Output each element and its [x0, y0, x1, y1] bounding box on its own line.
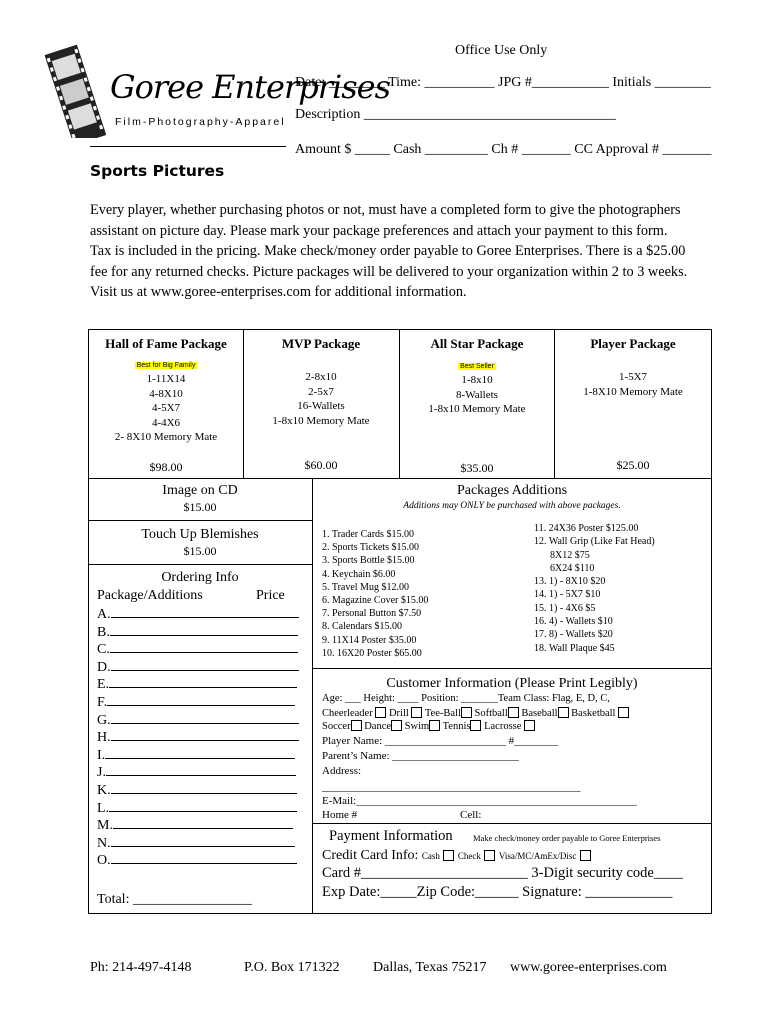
ordering-row[interactable]: I.: [97, 747, 302, 765]
package-mvp-title: MVP Package: [281, 336, 361, 351]
office-line-date: Date: ________ Time: __________ JPG #___________ Initials ________: [295, 75, 711, 90]
ordering-row[interactable]: M.: [97, 817, 302, 835]
checkbox[interactable]: [470, 720, 481, 731]
ordering-rows: [97, 606, 302, 870]
office-use-title: Office Use Only: [455, 43, 548, 58]
logo-divider: [90, 146, 286, 147]
touch-up-price: $15.00: [183, 544, 217, 558]
checkbox[interactable]: [375, 707, 386, 718]
exp-date-field[interactable]: Exp Date:_____Zip Code:______ Signature: ____________: [322, 884, 673, 900]
ordering-row[interactable]: D.: [97, 659, 302, 677]
ordering-row[interactable]: C.: [97, 641, 302, 659]
ordering-col-price: Price: [256, 588, 285, 603]
image-cd-label: Image on CD: [162, 483, 238, 498]
footer-website[interactable]: www.goree-enterprises.com: [510, 960, 667, 975]
footer-city: Dallas, Texas 75217: [373, 960, 487, 975]
player-name-field[interactable]: Player Name: ______________________ #________: [322, 735, 559, 747]
office-line-amount: Amount $ _____ Cash _________ Ch # _______ CC Approval # _______: [295, 142, 712, 157]
payment-title: Payment Information: [329, 828, 453, 844]
intro-paragraph: Every player, whether purchasing photos or not, must have a completed form to give the photographers assistant on picture day. Please mark your package preferences and attach your payment to this form. Tax is included in the pricing. Make check/money order payable to Goree Enterprises. There is a $25.00 fee for any returned checks. Picture packages will be delivered to your organization within 2 to 3 weeks. Visit us at www.goree-enterprises.com for additional information.: [90, 202, 688, 301]
address-field[interactable]: _______________________________________________: [322, 781, 581, 793]
package-badge: Best for Big Family: [136, 362, 196, 369]
ordering-row[interactable]: H.: [97, 729, 302, 747]
ordering-row[interactable]: E.: [97, 676, 302, 694]
credit-card-options: Credit Card Info: Cash Check Visa/MC/AmEx/Disc: [322, 848, 591, 864]
divider: [312, 668, 712, 669]
ordering-row[interactable]: L.: [97, 800, 302, 818]
ordering-row[interactable]: A.: [97, 606, 302, 624]
card-number-field[interactable]: Card #_______________________ 3-Digit security code____: [322, 865, 683, 881]
package-all-star-title: All Star Package: [430, 336, 524, 351]
package-items: 1-5X7 1-8X10 Memory Mate: [583, 371, 683, 398]
checkbox[interactable]: [558, 707, 569, 718]
office-line-description: Description ____________________________________: [295, 107, 616, 122]
company-logo: [40, 38, 391, 138]
payment-note: Make check/money order payable to Goree Enterprises: [473, 833, 661, 843]
sports-checkbox-row: Cheerleader Drill Tee-Ball Softball Baseball Basketball: [322, 707, 629, 719]
ordering-row[interactable]: J.: [97, 764, 302, 782]
touch-up-section: [88, 520, 312, 565]
customer-info-title: Customer Information (Please Print Legibly): [386, 676, 638, 691]
checkbox[interactable]: [391, 720, 402, 731]
additions-title: Packages Additions: [456, 483, 568, 498]
ordering-row[interactable]: G.: [97, 712, 302, 730]
checkbox[interactable]: [524, 720, 535, 731]
touch-up-label: Touch Up Blemishes: [141, 527, 259, 542]
address-label: Address:: [322, 765, 362, 777]
package-items: 1-11X14 4-8X10 4-5X7 4-4X6 2- 8X10 Memory Mate: [114, 373, 218, 443]
footer-phone: Ph: 214-497-4148: [90, 960, 192, 975]
home-phone-label[interactable]: Home #: [322, 809, 358, 821]
package-price: $98.00: [149, 460, 183, 474]
divider: [312, 823, 712, 824]
parent-name-field[interactable]: Parent’s Name: _______________________: [322, 750, 519, 762]
footer-pobox: P.O. Box 171322: [244, 960, 340, 975]
divider: [312, 478, 313, 914]
email-field[interactable]: E-Mail:___________________________________________________: [322, 795, 637, 807]
checkbox-cash[interactable]: [443, 850, 454, 861]
logo-tagline: Film-Photography-Apparel: [115, 116, 286, 128]
checkbox[interactable]: [411, 707, 422, 718]
package-price: $25.00: [616, 458, 650, 472]
package-price: $35.00: [460, 461, 494, 475]
customer-age-line[interactable]: Age: ___ Height: ____ Position: _______Team Class: Flag, E, D, C,: [322, 693, 611, 704]
ordering-row[interactable]: N.: [97, 835, 302, 853]
ordering-row[interactable]: O.: [97, 852, 302, 870]
package-player-title: Player Package: [590, 336, 676, 351]
additions-right-list: 11. 24X36 Poster $125.00 12. Wall Grip (Like Fat Head) 8X12 $75 6X24 $110 13. 1) - 8X10 $20 14. 1) - 5X7 $10 15. 1) - 4X6 $5 16. 4) - Wallets $10 17. 8) - Wallets $20 18. Wall Plaque $45: [534, 523, 655, 654]
checkbox-card[interactable]: [580, 850, 591, 861]
page-title: Sports Pictures: [90, 162, 225, 180]
checkbox-check[interactable]: [484, 850, 495, 861]
checkbox[interactable]: [508, 707, 519, 718]
ordering-total[interactable]: Total: _________________: [97, 892, 252, 907]
image-cd-price: $15.00: [183, 500, 217, 514]
checkbox[interactable]: [461, 707, 472, 718]
logo-brand: Goree Enterprises: [110, 68, 391, 106]
checkbox[interactable]: [618, 707, 629, 718]
ordering-row[interactable]: B.: [97, 624, 302, 642]
additions-subtitle: Additions may ONLY be purchased with above packages.: [403, 501, 621, 511]
package-items: 2-8x10 2-5x7 16-Wallets 1-8x10 Memory Mate: [272, 371, 370, 427]
ordering-info-title: Ordering Info: [161, 570, 239, 585]
sports-checkbox-row: Soccer Dance Swim Tennis Lacrosse: [322, 720, 535, 732]
checkbox[interactable]: [351, 720, 362, 731]
package-price: $60.00: [304, 458, 338, 472]
package-hall-of-fame-title: Hall of Fame Package: [105, 336, 227, 351]
ordering-row[interactable]: F.: [97, 694, 302, 712]
additions-left-list: 1. Trader Cards $15.00 2. Sports Tickets $15.00 3. Sports Bottle $15.00 4. Keychain $6.00 5. Travel Mug $12.00 6. Magazine Cover $15.00 7. Personal Button $7.50 8. Calendars $15.00 9. 11X14 Poster $35.00 10. 16X20 Poster $65.00: [322, 529, 429, 659]
ordering-row[interactable]: K.: [97, 782, 302, 800]
checkbox[interactable]: [429, 720, 440, 731]
package-items: 1-8x10 8-Wallets 1-8x10 Memory Mate: [428, 374, 526, 415]
package-badge: Best Seller: [460, 363, 494, 370]
cell-phone-label[interactable]: Cell:: [460, 809, 482, 821]
ordering-col-package: Package/Additions: [97, 588, 203, 603]
image-cd-section: [88, 478, 312, 521]
